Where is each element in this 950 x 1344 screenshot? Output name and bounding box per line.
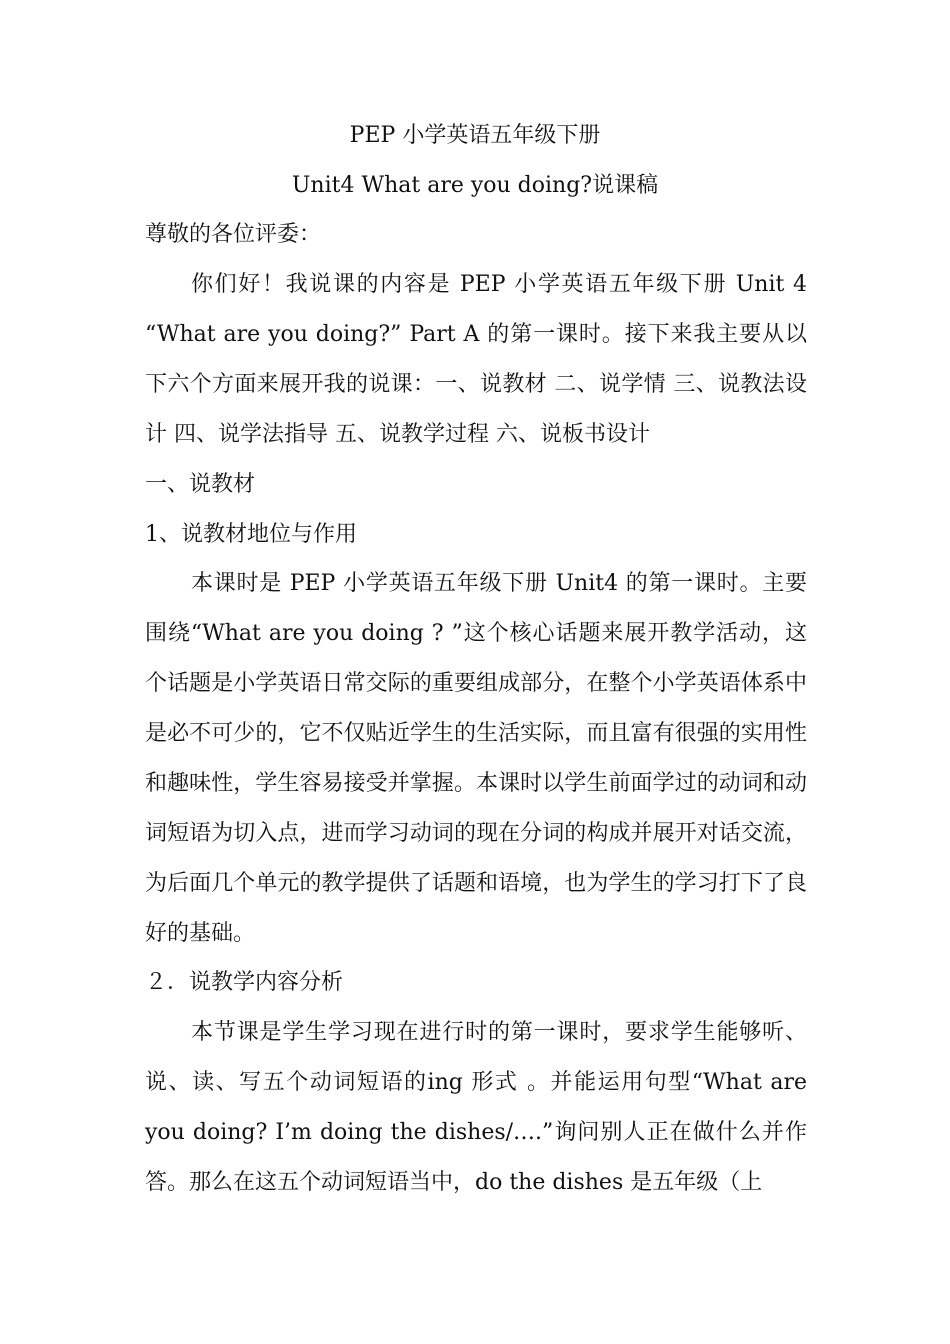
greeting: 尊敬的各位评委： [145, 222, 322, 247]
intro-paragraph: 你们好！我说课的内容是 PEP 小学英语五年级下册 Unit 4 “What are you doing?” Part A 的第一课时。接下来我主要从以下六个方面来展开我的说课：一、说教材 二、说学情 三、说教法设计 四、说学法指导 五、说教学过程 六、说板书设计 [145, 272, 807, 447]
subsection-heading-1-2: ２．说教学内容分析 [145, 970, 344, 995]
subsection-heading-1-1: 1、说教材地位与作用 [145, 522, 357, 547]
content-analysis-paragraph: 本节课是学生学习现在进行时的第一课时，要求学生能够听、说、读、写五个动词短语的ing 形式 。并能运用句型“What are you doing? I’m doing the dishes/….”询问别人正在做什么并作答。那么在这五个动词短语当中，do the dishes 是五年级（上 [145, 1020, 807, 1195]
textbook-position-paragraph: 本课时是 PEP 小学英语五年级下册 Unit4 的第一课时。主要围绕“What are you doing ? ”这个核心话题来展开教学活动，这个话题是小学英语日常交际的重要组成部分，在整个小学英语体系中是必不可少的，它不仅贴近学生的生活实际，而且富有很强的实用性和趣味性，学生容易接受并掌握。本课时以学生前面学过的动词和动词短语为切入点，进而学习动词的现在分词的构成并展开对话交流，为后面几个单元的教学提供了话题和语境，也为学生的学习打下了良好的基础。 [145, 571, 807, 946]
section-heading-1: 一、说教材 [145, 472, 256, 497]
document-subtitle: Unit4 What are you doing?说课稿 [291, 173, 659, 198]
document-title: PEP 小学英语五年级下册 [349, 123, 601, 148]
